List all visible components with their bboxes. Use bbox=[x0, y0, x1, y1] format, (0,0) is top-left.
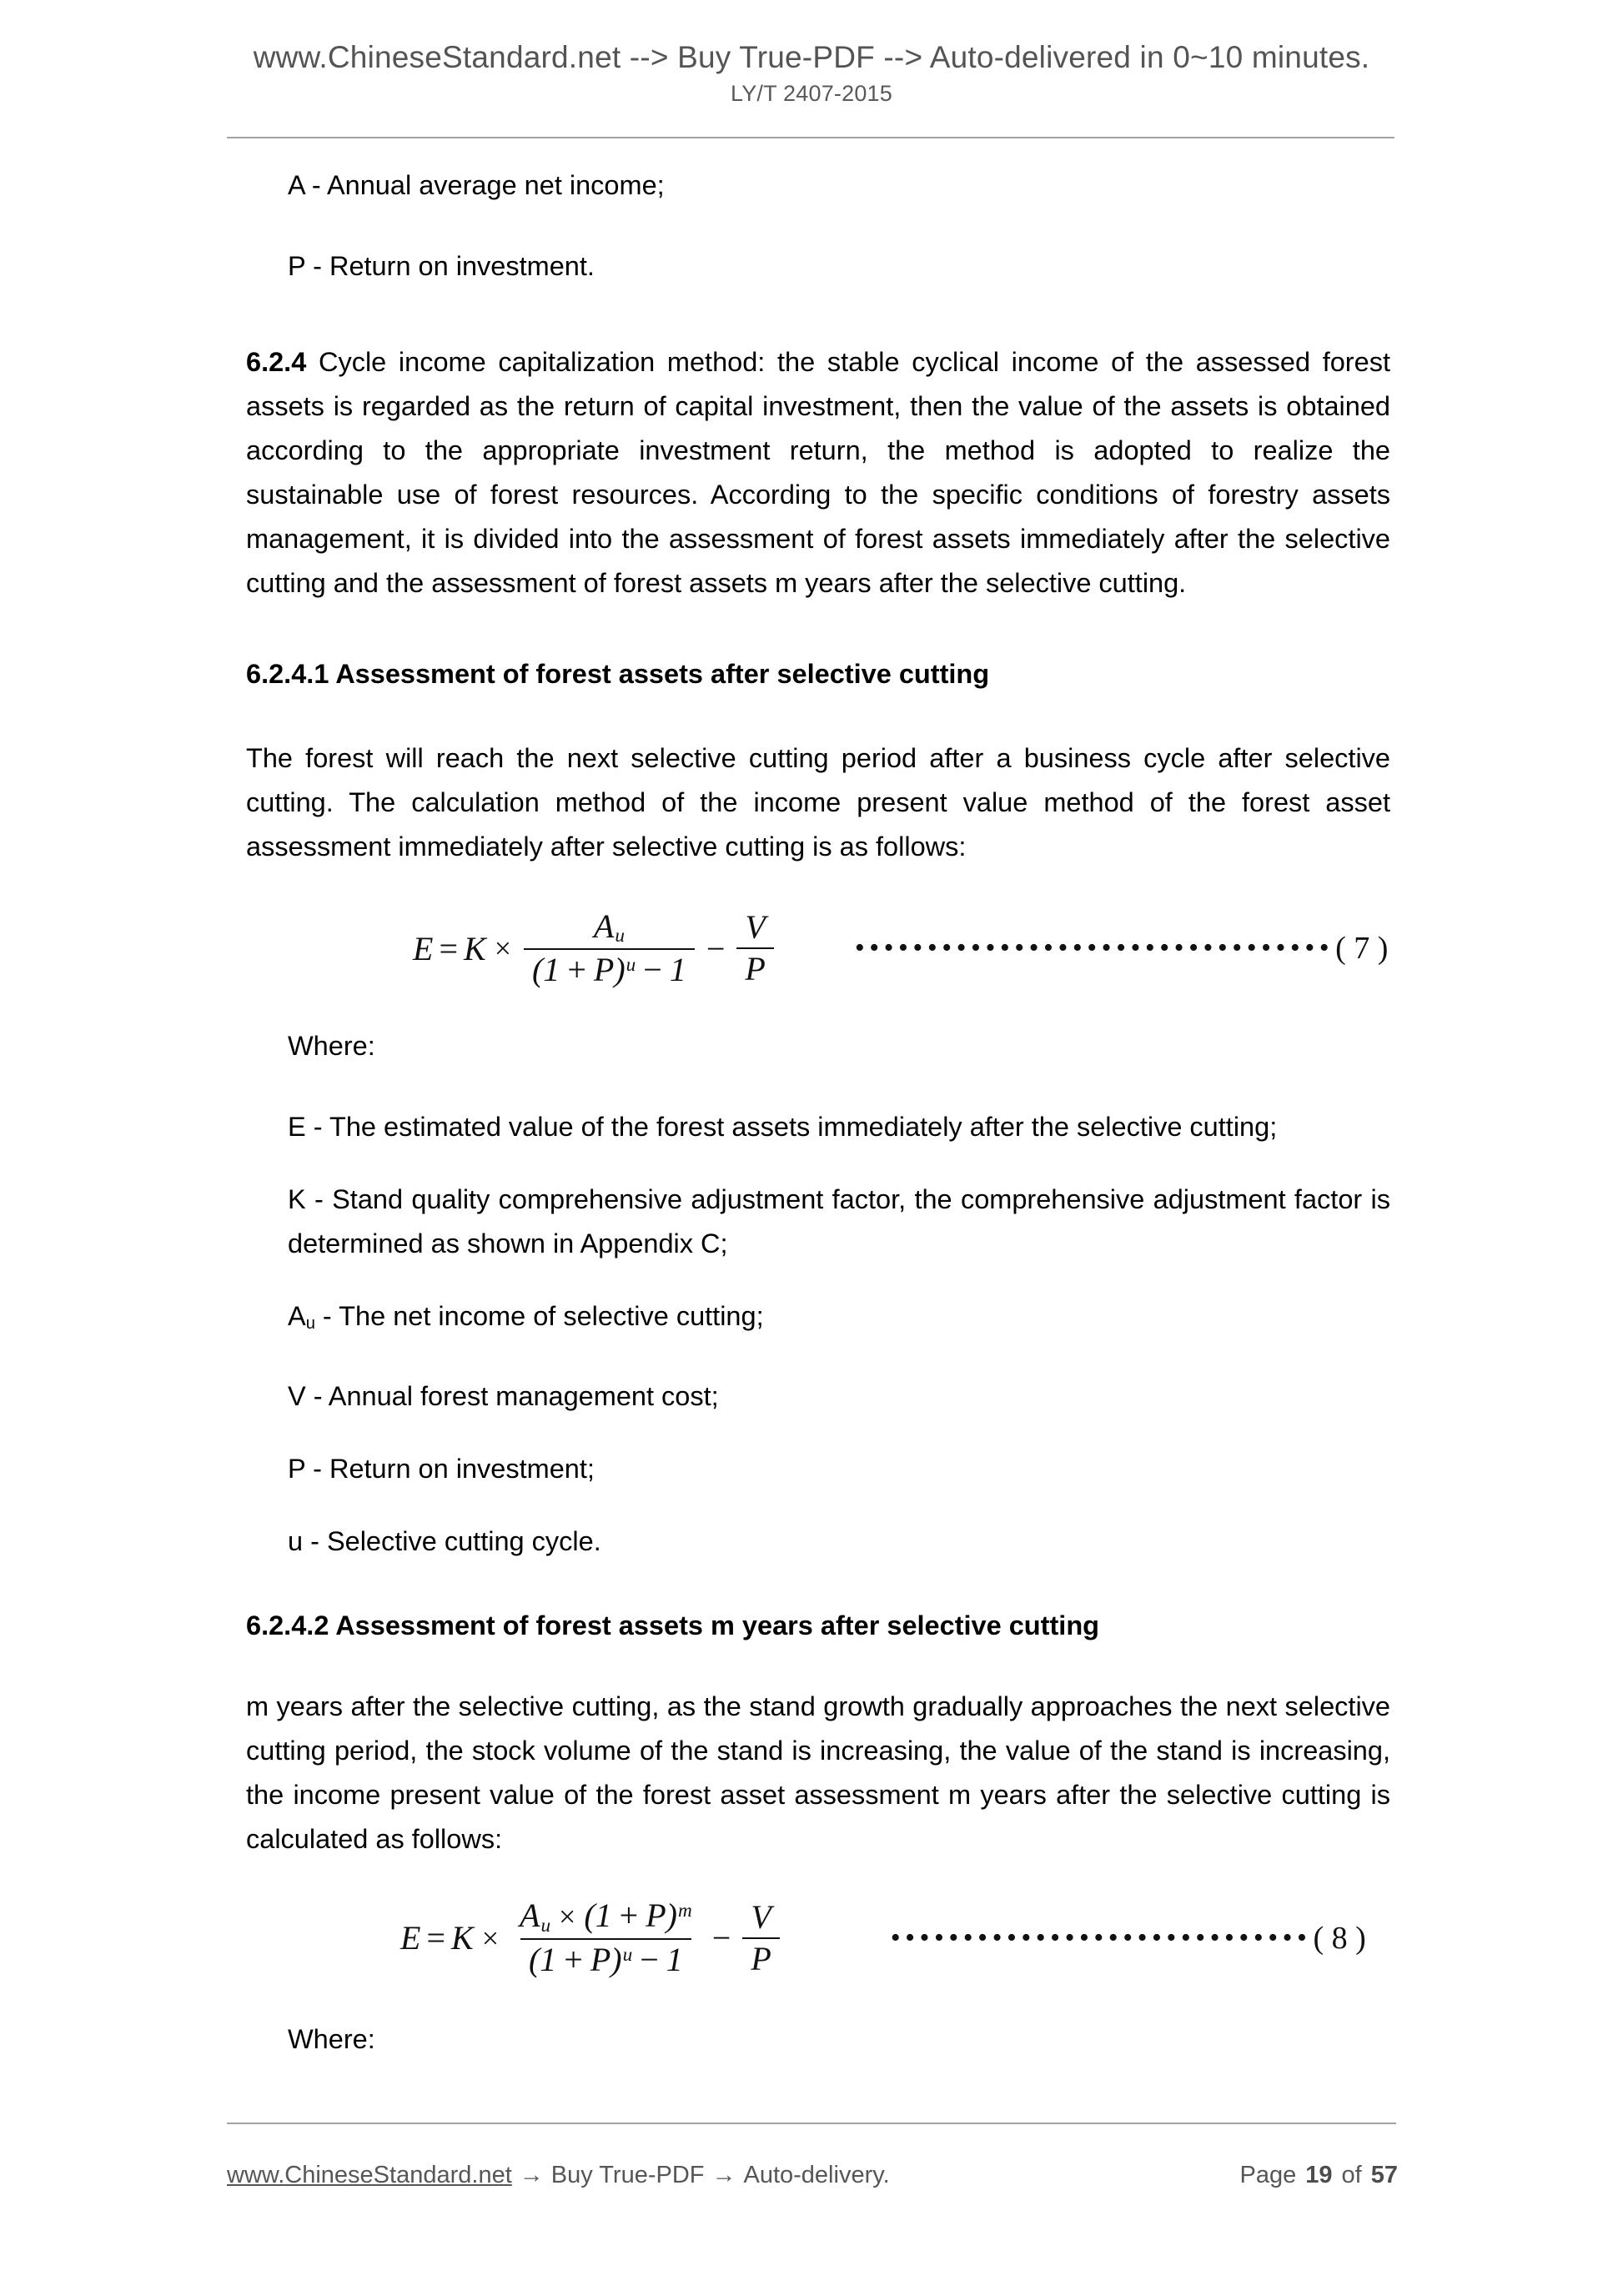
spacer bbox=[246, 289, 1390, 340]
paragraph-6-2-4-1: The forest will reach the next selective cutting period after a business cycle after selective cutting. The calculation method of the income present value method of the forest asset assessment immediately after selective cutting is as follows: bbox=[246, 743, 1390, 862]
where-label-2: Where: bbox=[288, 2023, 375, 2054]
section-body-6-2-4: Cycle income capitalization method: the stable cyclical income of the assessed forest assets is regarded as the return of capital investment, then the value of the assets is obtained according to the appropriate investment return, the method is adopted to realize the sustainable use of forest resources. According to the specific conditions of forestry assets management, it is divided into the assessment of forest assets immediately after the selective cutting and the assessment of forest assets m years after the selective cutting. bbox=[246, 347, 1390, 598]
formula-8-num-plus: + bbox=[619, 1897, 639, 1935]
formula-8-expression bbox=[400, 1898, 784, 1977]
definition-V: V - Annual forest management cost; bbox=[288, 1381, 719, 1412]
formula-8-k: K bbox=[451, 1919, 474, 1957]
spacer bbox=[246, 1648, 1390, 1685]
footer-buy-text: Buy True-PDF bbox=[550, 2162, 705, 2188]
spacer bbox=[246, 987, 1390, 1024]
formula-7-p: P bbox=[736, 947, 773, 987]
formula-8-equals: = bbox=[426, 1919, 445, 1957]
formula-8-den-close: ) bbox=[611, 1940, 622, 1978]
formula-7-num-var: A bbox=[593, 907, 615, 945]
formula-7-minus: − bbox=[706, 929, 726, 967]
spacer bbox=[246, 605, 1390, 652]
definition-A: A - Annual average net income; bbox=[288, 170, 665, 200]
formula-8-num-times: × bbox=[559, 1900, 576, 1934]
formula-7-expression bbox=[413, 909, 778, 987]
formula-8-times: × bbox=[481, 1921, 499, 1955]
formula-8-v: V bbox=[751, 1897, 771, 1936]
formula-8-den-one: 1 bbox=[666, 1940, 683, 1978]
formula-7-k: K bbox=[464, 929, 486, 967]
formula-7-times: × bbox=[494, 932, 511, 966]
paragraph-6-2-4-2: m years after the selective cutting, as the stand growth gradually approaches the next selective cutting period, the stock volume of the stand is increasing, the value of the stand is increasing, the income present value of the forest asset assessment m years after the selective cutting is calculated as follows: bbox=[246, 1691, 1390, 1855]
formula-8-number: ( 8 ) bbox=[1313, 1920, 1366, 1956]
formula-8-lhs: E bbox=[400, 1919, 421, 1957]
heading-6-2-4-1: 6.2.4.1 Assessment of forest assets after selective cutting bbox=[246, 659, 990, 689]
footer-page-number: 19 bbox=[1305, 2162, 1333, 2188]
spacer bbox=[246, 696, 1390, 736]
formula-7-fraction bbox=[524, 909, 695, 987]
formula-8-row bbox=[246, 1898, 1390, 1977]
formula-7-equals: = bbox=[439, 929, 458, 967]
definition-Au bbox=[288, 1294, 1390, 1346]
formula-7-den-exponent: u bbox=[626, 954, 636, 977]
definition-Au-subscript: u bbox=[305, 1314, 315, 1334]
formula-8-leader-dots: ••••••••••••••••••••••••••••• bbox=[890, 1922, 1312, 1953]
formula-7-den-p: P bbox=[593, 951, 615, 989]
definition-u: u - Selective cutting cycle. bbox=[288, 1526, 601, 1557]
footer-page-word: Page bbox=[1239, 2162, 1297, 2188]
footer-divider bbox=[227, 2123, 1396, 2124]
formula-7-num-subscript: u bbox=[615, 925, 625, 947]
spacer bbox=[246, 1149, 1390, 1178]
formula-8-numerator bbox=[511, 1898, 701, 1937]
footer-of-word: of bbox=[1341, 2162, 1362, 2188]
footer-delivery-text: Auto-delivery. bbox=[743, 2162, 890, 2188]
page-content bbox=[246, 163, 1390, 2062]
spacer bbox=[246, 208, 1390, 244]
footer-url-link[interactable]: www.ChineseStandard.net bbox=[227, 2162, 512, 2188]
heading-6-2-4-2: 6.2.4.2 Assessment of forest assets m years after selective cutting bbox=[246, 1610, 1100, 1641]
formula-8-num-open: (1 bbox=[584, 1897, 612, 1935]
spacer bbox=[246, 1491, 1390, 1520]
formula-7-den-open: (1 bbox=[532, 951, 560, 989]
spacer bbox=[246, 1068, 1390, 1105]
formula-7-v: V bbox=[745, 908, 766, 947]
formula-8-den-minus: − bbox=[640, 1940, 659, 1978]
formula-8-num-exponent: m bbox=[678, 1900, 692, 1922]
spacer bbox=[246, 1861, 1390, 1898]
formula-8-den-p: P bbox=[590, 1940, 611, 1978]
promo-banner-text: www.ChineseStandard.net --> Buy True-PDF --> Auto-delivered in 0~10 minutes. bbox=[253, 40, 1370, 74]
spacer bbox=[246, 1564, 1390, 1604]
arrow-right-icon: → bbox=[519, 2162, 544, 2188]
spacer bbox=[246, 869, 1390, 909]
formula-8-den-open: (1 bbox=[528, 1940, 557, 1978]
formula-8-vp-fraction bbox=[742, 1897, 779, 1977]
paragraph-6-2-4 bbox=[246, 340, 1390, 605]
formula-8-den-plus: + bbox=[564, 1940, 583, 1978]
formula-7-denominator bbox=[524, 948, 695, 987]
section-number-6-2-4: 6.2.4 bbox=[246, 347, 307, 377]
formula-7-leader-dots: ••••••••••••••••••••••••••••••••• bbox=[854, 932, 1334, 964]
arrow-right-icon-2: → bbox=[711, 2162, 736, 2188]
formula-8-num-close: ) bbox=[666, 1897, 677, 1935]
formula-8-num-var: A bbox=[520, 1897, 540, 1935]
formula-7-den-one: 1 bbox=[669, 951, 686, 989]
standard-code-label: LY/T 2407-2015 bbox=[731, 81, 892, 106]
formula-7-den-minus: − bbox=[643, 951, 662, 989]
formula-8-denominator bbox=[520, 1938, 691, 1977]
formula-8-den-exponent: u bbox=[622, 1943, 633, 1966]
formula-7-number: ( 7 ) bbox=[1335, 931, 1389, 967]
header-divider bbox=[227, 137, 1394, 138]
definition-Au-var: A bbox=[288, 1301, 306, 1332]
where-label-1: Where: bbox=[288, 1031, 375, 1062]
formula-8-p: P bbox=[742, 1937, 779, 1977]
footer-total-pages: 57 bbox=[1370, 2162, 1398, 2188]
spacer bbox=[246, 1266, 1390, 1294]
page-footer bbox=[227, 2162, 1398, 2189]
definition-K: K - Stand quality comprehensive adjustment factor, the comprehensive adjustment factor is determined as shown in Appendix C; bbox=[288, 1184, 1390, 1259]
formula-7-numerator bbox=[585, 909, 633, 948]
formula-8-num-p: P bbox=[646, 1897, 666, 1935]
definition-P: P - Return on investment; bbox=[288, 1454, 595, 1485]
spacer bbox=[246, 1346, 1390, 1374]
formula-7-den-close: ) bbox=[614, 951, 626, 989]
definition-Au-text: - The net income of selective cutting; bbox=[314, 1301, 764, 1332]
spacer bbox=[246, 1419, 1390, 1447]
formula-8-fraction bbox=[511, 1898, 701, 1977]
formula-7-vp-fraction bbox=[736, 910, 773, 987]
spacer bbox=[246, 1977, 1390, 2017]
formula-7-row bbox=[246, 909, 1390, 987]
formula-8-num-subscript: u bbox=[540, 1914, 551, 1937]
formula-8-minus: − bbox=[711, 1919, 731, 1957]
formula-7-lhs: E bbox=[413, 929, 434, 967]
definition-E: E - The estimated value of the forest assets immediately after the selective cutting; bbox=[288, 1112, 1278, 1143]
definition-P-top: P - Return on investment. bbox=[288, 251, 595, 281]
formula-7-den-plus: + bbox=[567, 951, 586, 989]
